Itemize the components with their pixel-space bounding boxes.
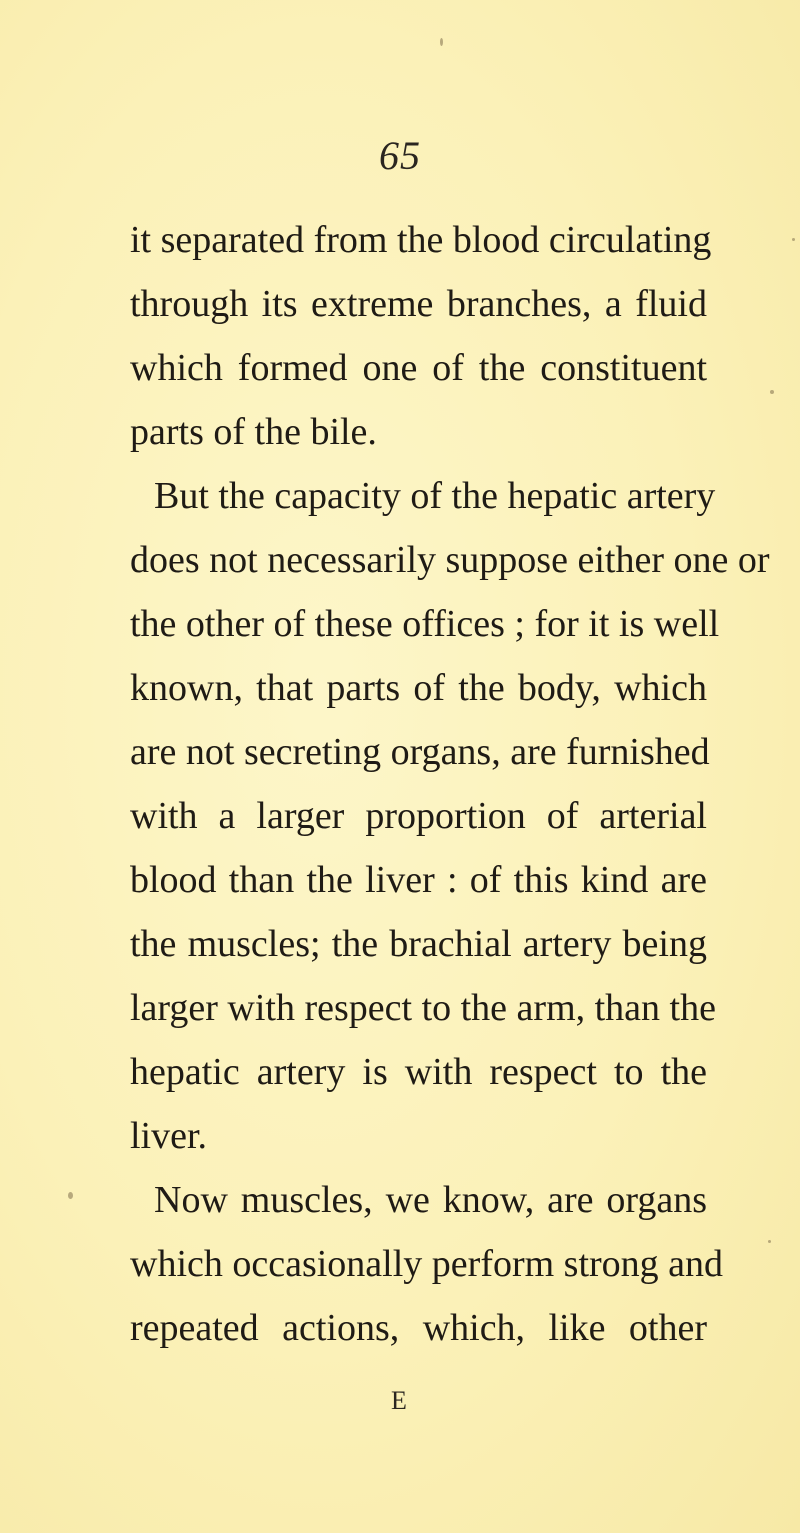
text-line: larger with respect to the arm, than the	[130, 987, 716, 1029]
text-line: known, that parts of the body, which	[130, 667, 707, 709]
text-line: does not necessarily suppose either one or	[130, 539, 770, 581]
text-line: through its extreme branches, a fluid	[130, 283, 707, 325]
signature-mark: E	[391, 1386, 409, 1415]
body-text	[130, 208, 770, 1360]
paper-speck	[792, 238, 795, 241]
text-line: repeated actions, which, like other	[130, 1307, 707, 1349]
paper-speck	[768, 1240, 771, 1243]
page-number: 65	[379, 133, 421, 178]
text-line: parts of the bile.	[130, 411, 377, 453]
text-line: which occasionally perform strong and	[130, 1243, 724, 1285]
paper-speck	[68, 1192, 73, 1199]
text-line: blood than the liver : of this kind are	[130, 859, 707, 901]
text-line: it separated from the blood circulating	[130, 219, 712, 261]
text-line: which formed one of the constituent	[130, 347, 707, 389]
text-line: with a larger proportion of arterial	[130, 795, 707, 837]
paper-speck	[440, 38, 443, 46]
text-line: liver.	[130, 1115, 208, 1157]
text-line: are not secreting organs, are furnished	[130, 731, 710, 773]
text-line: hepatic artery is with respect to the	[130, 1051, 707, 1093]
paragraph-start-line: But the capacity of the hepatic artery	[154, 475, 716, 517]
text-line: the other of these offices ; for it is well	[130, 603, 720, 645]
paragraph-start-line: Now muscles, we know, are organs	[154, 1179, 707, 1221]
paper-speck	[770, 390, 774, 394]
text-line: the muscles; the brachial artery being	[130, 923, 707, 965]
